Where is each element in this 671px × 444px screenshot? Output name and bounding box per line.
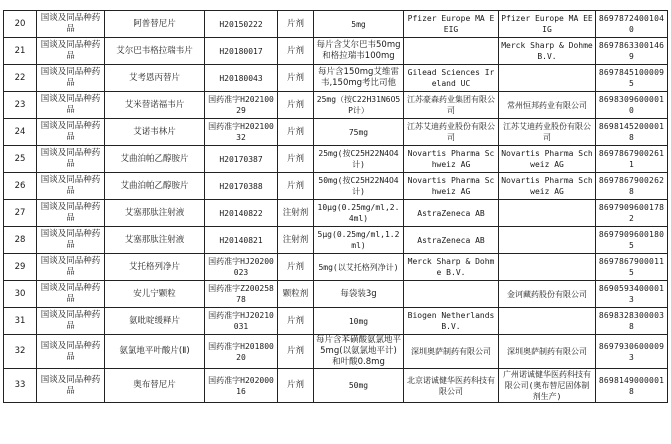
table-row bbox=[4, 227, 668, 254]
dosage-form-cell: 片剂 bbox=[278, 369, 314, 403]
category-cell: 国谈及同品种药品 bbox=[37, 335, 105, 369]
specification-cell: 10mg bbox=[314, 308, 404, 335]
manufacturer-cell: 常州恒邦药业有限公司 bbox=[499, 92, 596, 119]
drug-code-cell: 86979096001805 bbox=[596, 227, 668, 254]
dosage-form-cell: 片剂 bbox=[278, 335, 314, 369]
drug-code-cell: 86981452000018 bbox=[596, 119, 668, 146]
drug-code-cell: 86978679002628 bbox=[596, 173, 668, 200]
row-number: 33 bbox=[4, 369, 37, 403]
manufacturer-cell bbox=[499, 227, 596, 254]
row-number: 30 bbox=[4, 281, 37, 308]
manufacturer-cell: Merck Sharp & Dohme B.V. bbox=[499, 38, 596, 65]
category-cell: 国谈及同品种药品 bbox=[37, 173, 105, 200]
approval-number-cell: 国药准字HJ20200023 bbox=[205, 254, 278, 281]
drug-name-cell: 艾诺韦林片 bbox=[105, 119, 205, 146]
manufacturer-cell bbox=[499, 308, 596, 335]
dosage-form-cell: 片剂 bbox=[278, 308, 314, 335]
approval-number-cell: H20170388 bbox=[205, 173, 278, 200]
manufacturer-cell bbox=[499, 254, 596, 281]
category-cell: 国谈及同品种药品 bbox=[37, 65, 105, 92]
approval-number-cell: 国药准字H20210032 bbox=[205, 119, 278, 146]
license-holder-cell: AstraZeneca AB bbox=[404, 200, 499, 227]
drug-name-cell: 阿普替尼片 bbox=[105, 11, 205, 38]
manufacturer-cell: 金诃藏药股份有限公司 bbox=[499, 281, 596, 308]
specification-cell: 10μg(0.25mg/ml,2.4ml) bbox=[314, 200, 404, 227]
category-cell: 国谈及同品种药品 bbox=[37, 146, 105, 173]
drug-code-cell: 86978724001040 bbox=[596, 11, 668, 38]
drug-code-cell: 86979096001782 bbox=[596, 200, 668, 227]
table-row bbox=[4, 308, 668, 335]
drug-list-table bbox=[3, 10, 668, 403]
manufacturer-cell bbox=[499, 200, 596, 227]
specification-cell: 每片含150mg艾维雷韦,150mg考比司他 bbox=[314, 65, 404, 92]
table-body bbox=[4, 11, 668, 403]
manufacturer-cell: Pfizer Europe MA EEIG bbox=[499, 11, 596, 38]
specification-cell: 50mg bbox=[314, 369, 404, 403]
dosage-form-cell: 注射剂 bbox=[278, 227, 314, 254]
row-number: 21 bbox=[4, 38, 37, 65]
dosage-form-cell: 片剂 bbox=[278, 119, 314, 146]
drug-name-cell: 艾尔巴韦格拉瑞韦片 bbox=[105, 38, 205, 65]
dosage-form-cell: 片剂 bbox=[278, 173, 314, 200]
license-holder-cell: Novartis Pharma Schweiz AG bbox=[404, 146, 499, 173]
dosage-form-cell: 片剂 bbox=[278, 254, 314, 281]
manufacturer-cell: Novartis Pharma Schweiz AG bbox=[499, 146, 596, 173]
drug-code-cell: 86978679002611 bbox=[596, 146, 668, 173]
drug-code-cell: 86983096000010 bbox=[596, 92, 668, 119]
approval-number-cell: 国药准字H20210029 bbox=[205, 92, 278, 119]
row-number: 28 bbox=[4, 227, 37, 254]
approval-number-cell: H20140822 bbox=[205, 200, 278, 227]
license-holder-cell bbox=[404, 38, 499, 65]
category-cell: 国谈及同品种药品 bbox=[37, 369, 105, 403]
license-holder-cell: Novartis Pharma Schweiz AG bbox=[404, 173, 499, 200]
row-number: 26 bbox=[4, 173, 37, 200]
row-number: 20 bbox=[4, 11, 37, 38]
dosage-form-cell: 注射剂 bbox=[278, 200, 314, 227]
category-cell: 国谈及同品种药品 bbox=[37, 92, 105, 119]
row-number: 23 bbox=[4, 92, 37, 119]
drug-name-cell: 艾曲泊帕乙醇胺片 bbox=[105, 146, 205, 173]
approval-number-cell: 国药准字Z20025878 bbox=[205, 281, 278, 308]
row-number: 24 bbox=[4, 119, 37, 146]
dosage-form-cell: 片剂 bbox=[278, 38, 314, 65]
approval-number-cell: H20150222 bbox=[205, 11, 278, 38]
dosage-form-cell: 颗粒剂 bbox=[278, 281, 314, 308]
row-number: 32 bbox=[4, 335, 37, 369]
drug-code-cell: 86978679000115 bbox=[596, 254, 668, 281]
category-cell: 国谈及同品种药品 bbox=[37, 119, 105, 146]
dosage-form-cell: 片剂 bbox=[278, 65, 314, 92]
drug-name-cell: 艾托格列净片 bbox=[105, 254, 205, 281]
row-number: 31 bbox=[4, 308, 37, 335]
license-holder-cell: Biogen Netherlands B.V. bbox=[404, 308, 499, 335]
license-holder-cell: AstraZeneca AB bbox=[404, 227, 499, 254]
row-number: 25 bbox=[4, 146, 37, 173]
license-holder-cell: Gilead Sciences Ireland UC bbox=[404, 65, 499, 92]
category-cell: 国谈及同品种药品 bbox=[37, 227, 105, 254]
drug-name-cell: 安儿宁颗粒 bbox=[105, 281, 205, 308]
manufacturer-cell: 深圳奥萨制药有限公司 bbox=[499, 335, 596, 369]
dosage-form-cell: 片剂 bbox=[278, 11, 314, 38]
dosage-form-cell: 片剂 bbox=[278, 146, 314, 173]
specification-cell: 每袋装3g bbox=[314, 281, 404, 308]
table-row bbox=[4, 38, 668, 65]
table-row bbox=[4, 119, 668, 146]
approval-number-cell: 国药准字HJ20210031 bbox=[205, 308, 278, 335]
manufacturer-cell bbox=[499, 65, 596, 92]
category-cell: 国谈及同品种药品 bbox=[37, 308, 105, 335]
table-row bbox=[4, 65, 668, 92]
license-holder-cell: Pfizer Europe MA EEIG bbox=[404, 11, 499, 38]
category-cell: 国谈及同品种药品 bbox=[37, 200, 105, 227]
table-row bbox=[4, 369, 668, 403]
drug-name-cell: 氨吡啶缓释片 bbox=[105, 308, 205, 335]
table-row bbox=[4, 146, 668, 173]
specification-cell: 5mg(以艾托格列净计) bbox=[314, 254, 404, 281]
table-row bbox=[4, 92, 668, 119]
table-row bbox=[4, 254, 668, 281]
specification-cell: 25mg（按C22H31N6O5P计） bbox=[314, 92, 404, 119]
category-cell: 国谈及同品种药品 bbox=[37, 11, 105, 38]
approval-number-cell: H20180017 bbox=[205, 38, 278, 65]
specification-cell: 5mg bbox=[314, 11, 404, 38]
manufacturer-cell: Novartis Pharma Schweiz AG bbox=[499, 173, 596, 200]
drug-code-cell: 86978451000095 bbox=[596, 65, 668, 92]
drug-code-cell: 86978633001469 bbox=[596, 38, 668, 65]
license-holder-cell: Merck Sharp & Dohme B.V. bbox=[404, 254, 499, 281]
table-row bbox=[4, 11, 668, 38]
drug-name-cell: 艾考恩丙替片 bbox=[105, 65, 205, 92]
table-row bbox=[4, 335, 668, 369]
specification-cell: 75mg bbox=[314, 119, 404, 146]
row-number: 22 bbox=[4, 65, 37, 92]
specification-cell: 50mg(按C25H22N4O4计) bbox=[314, 173, 404, 200]
table-row bbox=[4, 173, 668, 200]
drug-name-cell: 艾塞那肽注射液 bbox=[105, 200, 205, 227]
drug-code-cell: 86983283000038 bbox=[596, 308, 668, 335]
drug-code-cell: 86981490000018 bbox=[596, 369, 668, 403]
dosage-form-cell: 片剂 bbox=[278, 92, 314, 119]
manufacturer-cell: 江苏艾迪药业股份有限公司 bbox=[499, 119, 596, 146]
specification-cell: 5μg(0.25mg/ml,1.2ml) bbox=[314, 227, 404, 254]
approval-number-cell: H20170387 bbox=[205, 146, 278, 173]
drug-name-cell: 艾曲泊帕乙醇胺片 bbox=[105, 173, 205, 200]
specification-cell: 每片含苯磺酸氨氯地平5mg(以氨氯地平计)和叶酸0.8mg bbox=[314, 335, 404, 369]
row-number: 27 bbox=[4, 200, 37, 227]
drug-name-cell: 艾米替诺福韦片 bbox=[105, 92, 205, 119]
license-holder-cell bbox=[404, 281, 499, 308]
category-cell: 国谈及同品种药品 bbox=[37, 254, 105, 281]
drug-code-cell: 86979306000093 bbox=[596, 335, 668, 369]
approval-number-cell: H20140821 bbox=[205, 227, 278, 254]
row-number: 29 bbox=[4, 254, 37, 281]
category-cell: 国谈及同品种药品 bbox=[37, 281, 105, 308]
specification-cell: 25mg(按C25H22N4O4计) bbox=[314, 146, 404, 173]
license-holder-cell: 深圳奥萨制药有限公司 bbox=[404, 335, 499, 369]
category-cell: 国谈及同品种药品 bbox=[37, 38, 105, 65]
table-row bbox=[4, 200, 668, 227]
approval-number-cell: 国药准字H20180020 bbox=[205, 335, 278, 369]
drug-name-cell: 氨氯地平叶酸片(Ⅱ) bbox=[105, 335, 205, 369]
drug-code-cell: 86905934000013 bbox=[596, 281, 668, 308]
manufacturer-cell: 广州诺诚健华医药科技有限公司(奥布替尼固体制剂生产) bbox=[499, 369, 596, 403]
table-row bbox=[4, 281, 668, 308]
license-holder-cell: 北京诺诚健华医药科技有限公司 bbox=[404, 369, 499, 403]
license-holder-cell: 江苏艾迪药业股份有限公司 bbox=[404, 119, 499, 146]
drug-name-cell: 艾塞那肽注射液 bbox=[105, 227, 205, 254]
specification-cell: 每片含艾尔巴韦50mg和格拉瑞韦100mg bbox=[314, 38, 404, 65]
approval-number-cell: 国药准字H20200016 bbox=[205, 369, 278, 403]
drug-name-cell: 奥布替尼片 bbox=[105, 369, 205, 403]
license-holder-cell: 江苏豪森药业集团有限公司 bbox=[404, 92, 499, 119]
approval-number-cell: H20180043 bbox=[205, 65, 278, 92]
